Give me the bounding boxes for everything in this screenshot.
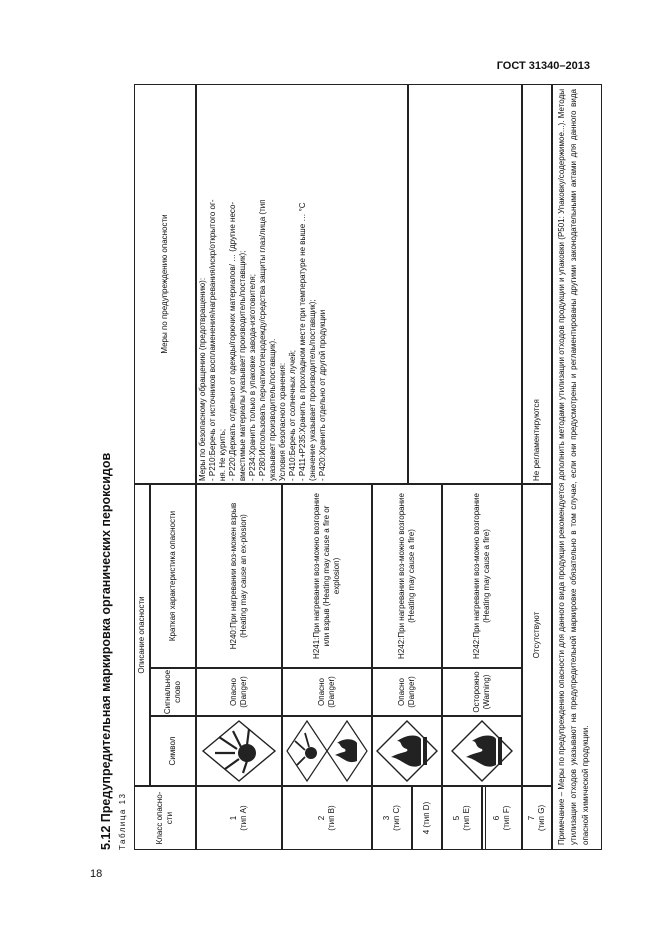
- page-number: 18: [90, 868, 103, 880]
- flame-icon: [372, 716, 442, 786]
- class-type: (тип A): [239, 805, 248, 831]
- row4-class: 4 (тип D): [412, 786, 442, 850]
- class-number: 6: [492, 815, 501, 821]
- row3-hazard-statement: H242:При нагревании воз-можно возгорание (Heating may cause a fire): [372, 484, 442, 668]
- col-header-precautions: Меры по предупреждению опасности: [134, 84, 196, 484]
- class-number: 5: [452, 815, 461, 821]
- row6-class: [482, 786, 522, 850]
- table-note: Примечание – Меры по предупреждению опасности для данного вида продукции рекомендуется дополнить методами утилизации отходов продукции и упаковки (P501: Упаковку/содержимое...). Методы утилизации отходов указывают на предупредительной маркировке обязательно в том случае, если они предусмотрены и регламентированы другими законодательными актами для данного вида опасной химической продукции.: [552, 84, 602, 850]
- col-header-symbol: Символ: [150, 716, 196, 786]
- section-title: 5.12 Предупредительная маркировка органических пероксидов: [99, 452, 113, 850]
- row5-class: [442, 786, 482, 850]
- class-number: 1: [229, 815, 238, 821]
- row1-signal-word: Опасно (Danger): [196, 668, 282, 716]
- row7-not-regulated: Не регламентируются: [522, 84, 552, 484]
- row5-hazard-statement: H242:При нагревании воз-можно возгорание (Heating may cause a fire): [442, 484, 522, 668]
- class-number: 2: [317, 815, 326, 821]
- row3-signal-word: Опасно (Danger): [372, 668, 442, 716]
- class-type: (тип B): [327, 805, 336, 831]
- class-type: (тип G): [537, 804, 546, 832]
- exploding-bomb-and-flame-icon: [282, 716, 372, 786]
- row2-hazard-statement: H241:При нагревании воз-можно возгорание или взрыв (Heating may cause a fire or explosion): [282, 484, 372, 668]
- precautions-text: Меры по безопасному обращению (предотвращению): - P210:Беречь от источников воспламенения/нагревания/искр/открытого ог- ня. Не курить; - P220:Держать отдельно от одежды/горючих материалов/ … (другие несо- вместимые материалы указывает производитель/поставщик); - P234:Хранить только в упаковке завода-изготовителя; - P280:Использовать перчатки/спецодежду/средства защиты глаз/лица (тип указывает производитель/поставщик). Условия безопасного хранения: - P410:Беречь от солнечных лучей; - P411+P235:Хранить в прохладном месте при температуре не выше … °C (значение указывает производитель/поставщик); - P420:Хранить отдельно от другой продукции: [196, 84, 408, 484]
- col-header-hazard-description: Описание опасности: [134, 484, 150, 786]
- row7-absent: Отсутствуют: [522, 484, 552, 786]
- document-id: ГОСТ 31340–2013: [496, 60, 590, 72]
- class-number: 7: [527, 815, 536, 821]
- row2-class: [282, 786, 372, 850]
- precautions-continued: [408, 84, 522, 484]
- col-header-signal-word: Сигнальное слово: [150, 668, 196, 716]
- class-type: (тип E): [462, 805, 471, 831]
- row2-signal-word: Опасно (Danger): [282, 668, 372, 716]
- col-header-short-characteristic: Краткая характеристика опасности: [150, 484, 196, 668]
- row1-hazard-statement: H240:При нагревании воз-можен взрыв (Heating may cause an ex-plosion): [196, 484, 282, 668]
- class-number: 3: [382, 815, 391, 821]
- rotated-page-content: [96, 84, 590, 850]
- row1-class: [196, 786, 282, 850]
- col-header-hazard-class: Класс опасно-сти: [134, 786, 196, 850]
- bottom-rows: [522, 84, 564, 850]
- class-type: (тип C): [392, 805, 401, 831]
- row5-signal-word: Осторожно (Warning): [442, 668, 522, 716]
- class-type: (тип F): [502, 805, 511, 831]
- row3-class: [372, 786, 412, 850]
- table-label: Таблица 13: [118, 792, 127, 850]
- exploding-bomb-icon: [196, 716, 282, 786]
- flame-icon: [442, 716, 522, 786]
